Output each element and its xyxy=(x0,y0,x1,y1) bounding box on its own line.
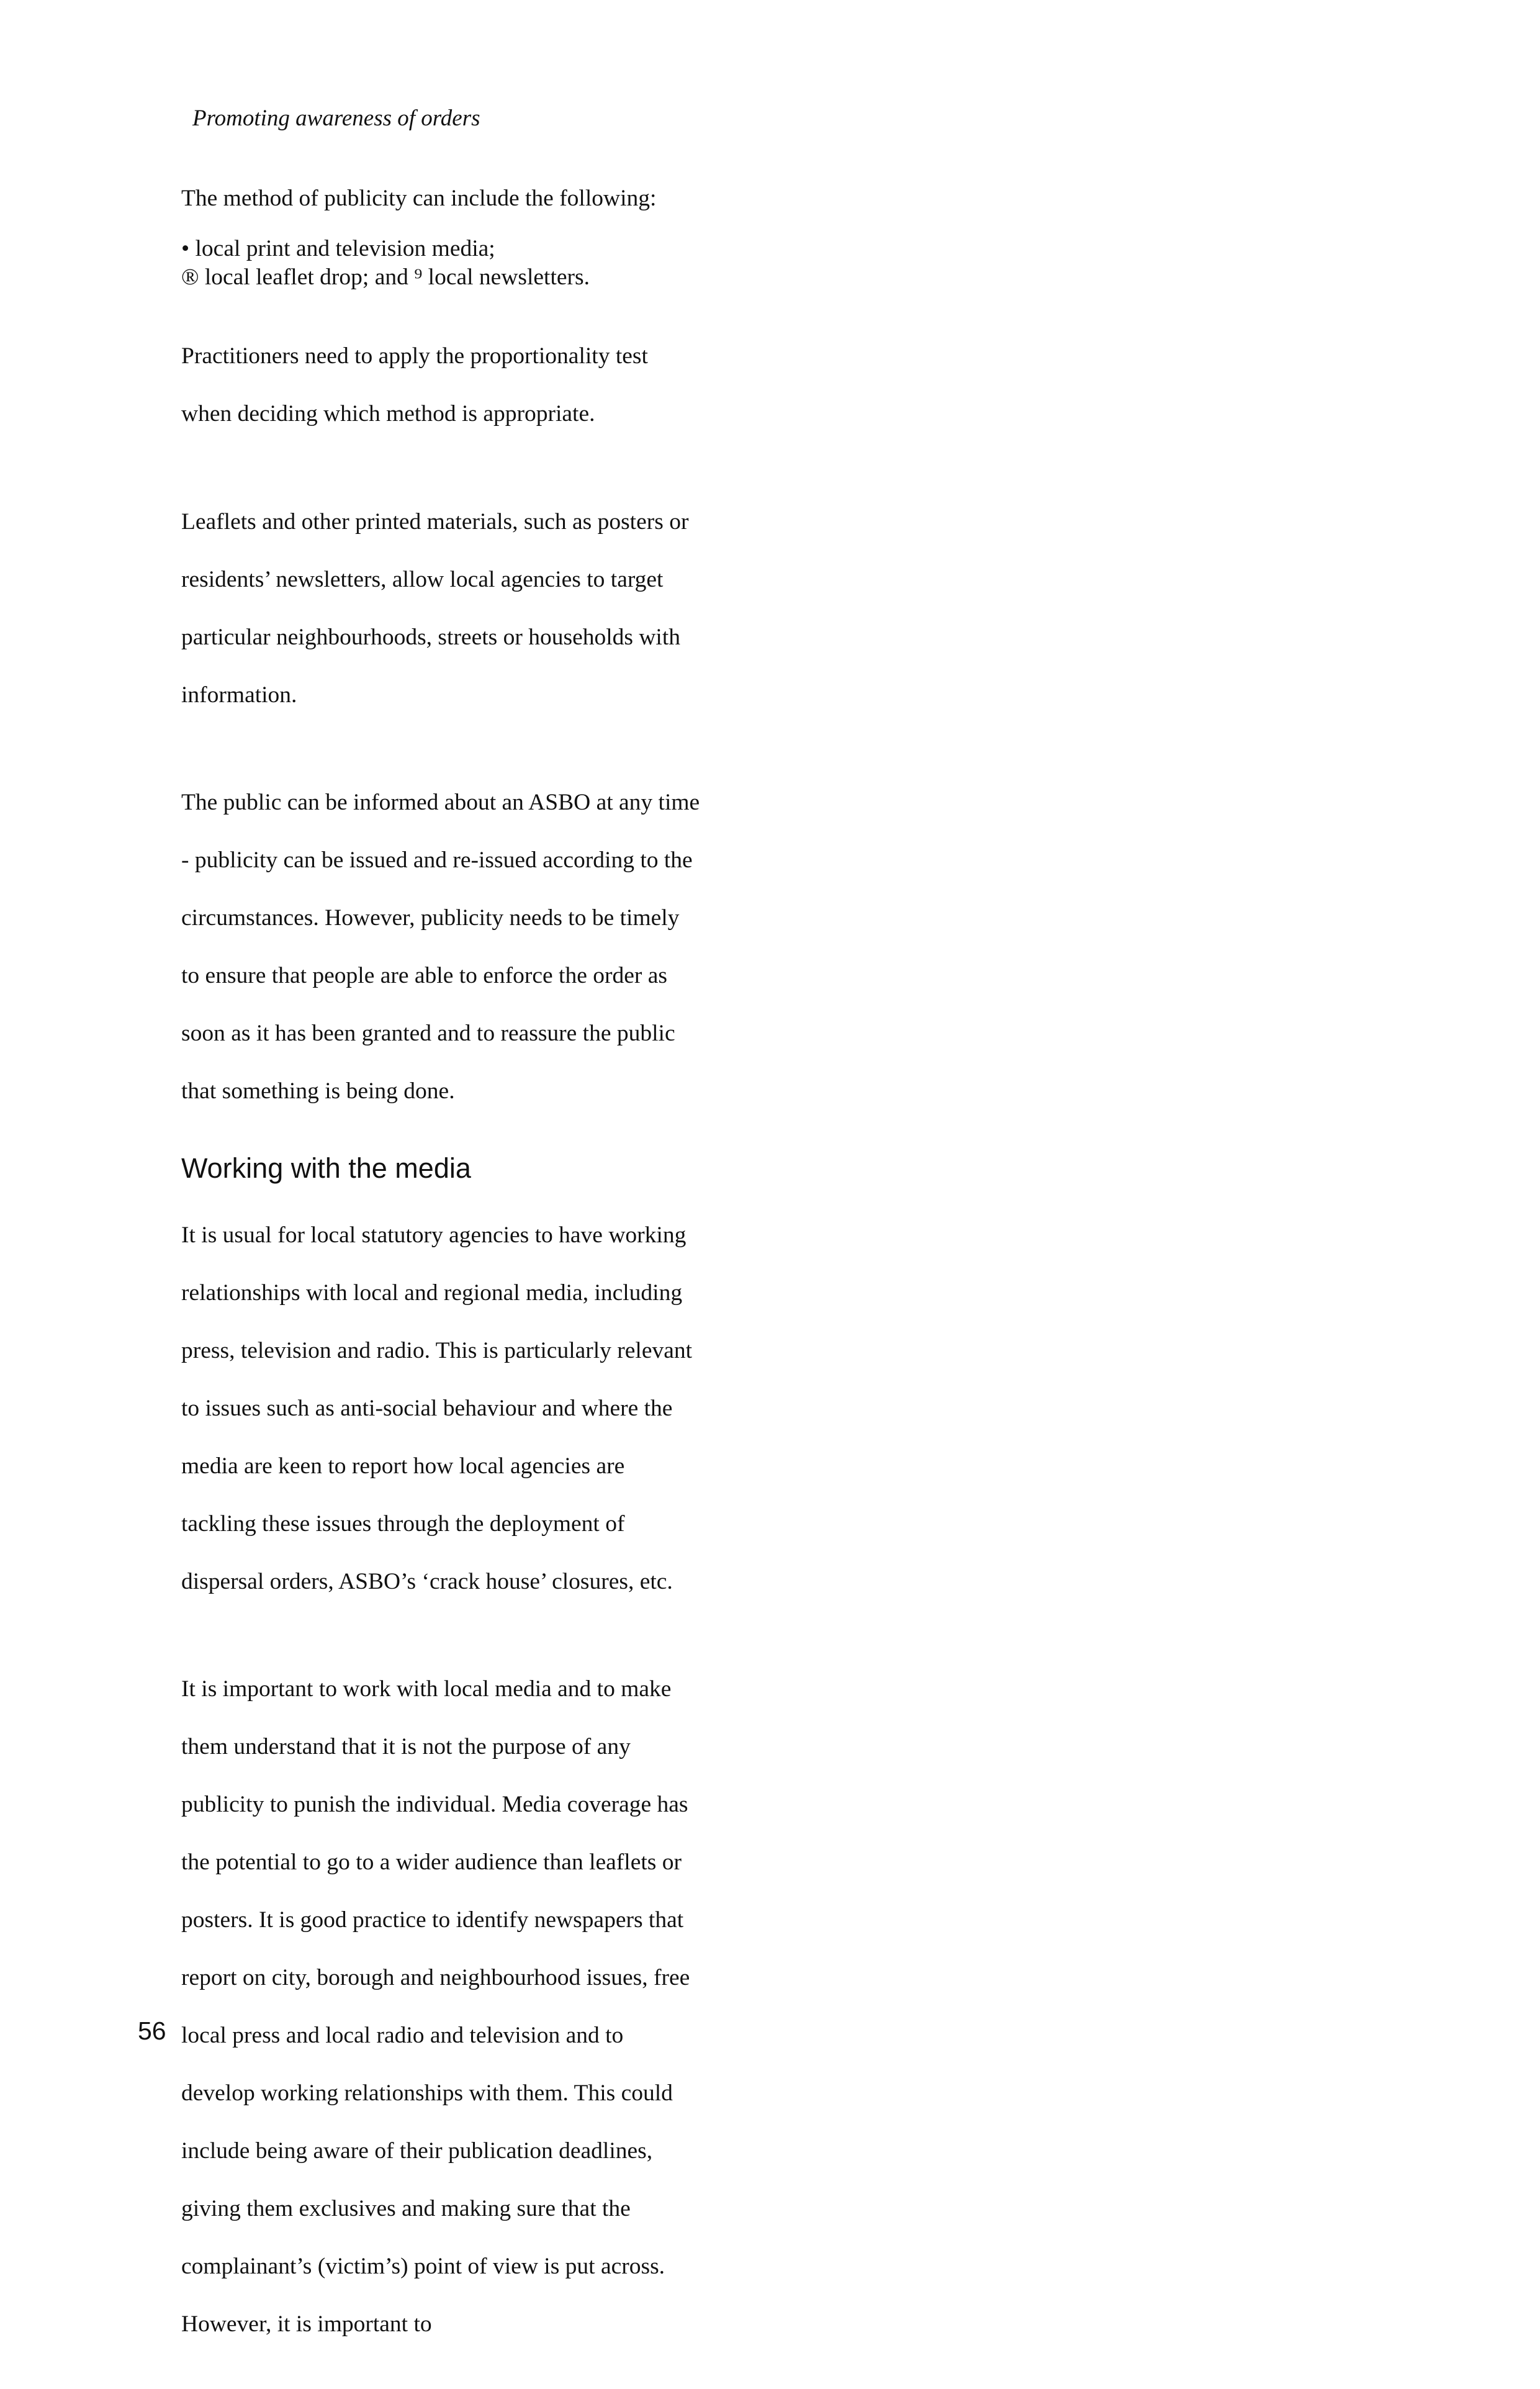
section-heading: Working with the media xyxy=(181,1152,471,1184)
text-line: It is usual for local statutory agencies to have working xyxy=(181,1222,687,1248)
text-line: local press and local radio and television and to xyxy=(181,2023,624,2048)
text-line: Leaflets and other printed materials, such as posters or xyxy=(181,508,689,535)
text-line: relationships with local and regional media, including xyxy=(181,1280,683,1306)
text-line: to ensure that people are able to enforce the order as xyxy=(181,963,667,988)
intro-paragraph: The method of publicity can include the following: xyxy=(181,186,657,211)
text-line: circumstances. However, publicity needs to be timely xyxy=(181,905,680,931)
leaflets-paragraph xyxy=(181,479,740,739)
text-line: report on city, borough and neighbourhood issues, free xyxy=(181,1965,690,1990)
text-line: posters. It is good practice to identify newspapers that xyxy=(181,1907,684,1933)
text-line: residents’ newsletters, allow local agencies to target xyxy=(181,566,664,592)
text-line: press, television and radio. This is particularly relevant xyxy=(181,1337,693,1363)
text-line: It is important to work with local media and to make xyxy=(181,1676,672,1702)
publicity-methods-list xyxy=(181,235,740,292)
text-line: that something is being done. xyxy=(181,1078,455,1104)
text-line: to issues such as anti-social behaviour and where the xyxy=(181,1395,673,1421)
text-line: the potential to go to a wider audience than leaflets or xyxy=(181,1849,682,1875)
text-line: tackling these issues through the deployment of xyxy=(181,1511,625,1537)
list-item: ® local leaflet drop; and ⁹ local newsletters. xyxy=(181,264,590,290)
text-line: However, it is important to xyxy=(181,2311,432,2337)
text-line: complainant’s (victim’s) point of view is put across. xyxy=(181,2254,665,2279)
timing-paragraph xyxy=(181,760,740,1136)
list-item: • local print and television media; xyxy=(181,235,495,261)
text-line: soon as it has been granted and to reassure the public xyxy=(181,1021,675,1046)
local-media-paragraph xyxy=(181,1646,740,2369)
running-header: Promoting awareness of orders xyxy=(192,106,480,131)
text-line: publicity to punish the individual. Media coverage has xyxy=(181,1792,688,1817)
text-line: dispersal orders, ASBO’s ‘crack house’ closures, etc. xyxy=(181,1568,673,1594)
text-line: information. xyxy=(181,682,297,708)
text-line: giving them exclusives and making sure that the xyxy=(181,2196,631,2221)
text-line: Practitioners need to apply the proportionality test xyxy=(181,343,648,369)
text-line: when deciding which method is appropriate. xyxy=(181,401,595,427)
text-line: develop working relationships with them. This could xyxy=(181,2080,673,2106)
page-number: 56 xyxy=(138,2016,166,2045)
proportionality-paragraph xyxy=(181,314,740,458)
media-relationships-paragraph xyxy=(181,1192,740,1625)
text-line: media are keen to report how local agencies are xyxy=(181,1453,625,1479)
text-line: The public can be informed about an ASBO at any time xyxy=(181,790,700,815)
body-column xyxy=(181,184,740,2389)
text-line: particular neighbourhoods, streets or households with xyxy=(181,624,681,650)
text-line: include being aware of their publication deadlines, xyxy=(181,2138,653,2164)
text-line: - publicity can be issued and re-issued according to the xyxy=(181,847,693,873)
text-line: them understand that it is not the purpose of any xyxy=(181,1734,631,1759)
